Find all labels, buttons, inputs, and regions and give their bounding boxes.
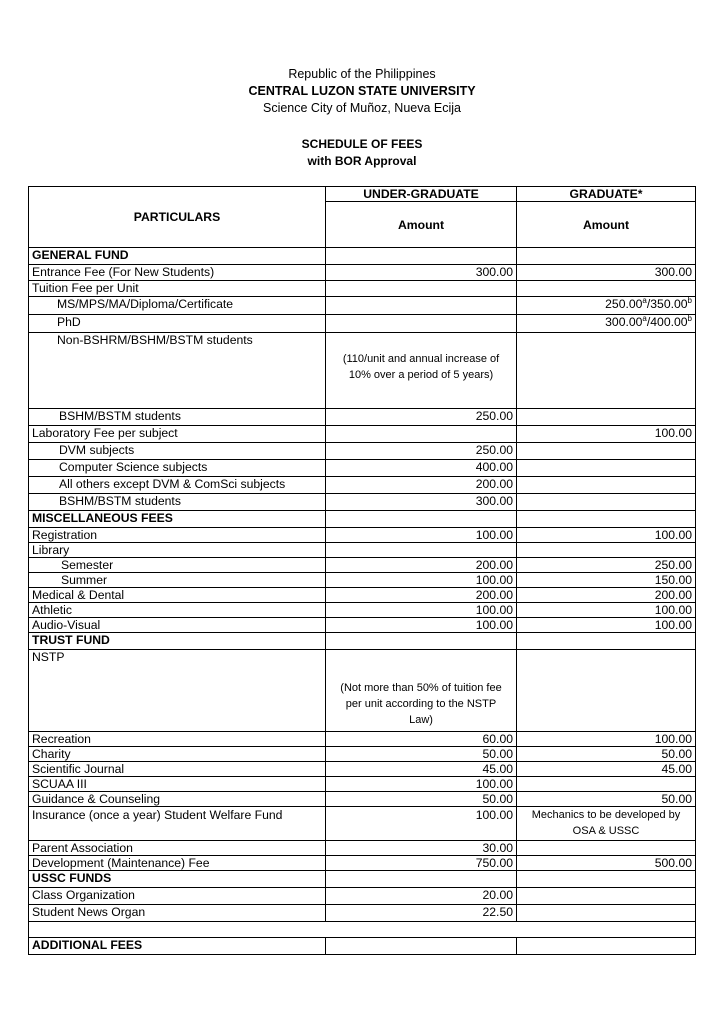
- section-row: [29, 633, 696, 650]
- undergrad-amount: 300.00: [326, 265, 517, 281]
- row-label: Insurance (once a year) Student Welfare Fund: [29, 807, 326, 841]
- undergrad-amount: 200.00: [326, 477, 517, 494]
- graduate-amount-header: Amount: [517, 202, 696, 248]
- table-row: [29, 618, 696, 633]
- row-label: Guidance & Counseling: [29, 792, 326, 807]
- undergrad-amount: 100.00: [326, 618, 517, 633]
- section-trust-fund: TRUST FUND: [29, 633, 326, 650]
- row-label: MS/MPS/MA/Diploma/Certificate: [29, 297, 326, 315]
- particulars-header: PARTICULARS: [29, 187, 326, 248]
- undergrad-note: (Not more than 50% of tuition fee per unit according to the NSTP Law): [326, 650, 517, 732]
- graduate-amount: 45.00: [517, 762, 696, 777]
- undergrad-amount: 750.00: [326, 856, 517, 871]
- row-label: Summer: [29, 573, 326, 588]
- table-row: [29, 792, 696, 807]
- table-row: [29, 281, 696, 297]
- row-label: Medical & Dental: [29, 588, 326, 603]
- table-row: [29, 558, 696, 573]
- undergrad-amount: 50.00: [326, 792, 517, 807]
- table-row: [29, 477, 696, 494]
- table-row: [29, 265, 696, 281]
- section-row: [29, 938, 696, 955]
- table-row: [29, 807, 696, 841]
- undergrad-amount: 100.00: [326, 573, 517, 588]
- row-label: Laboratory Fee per subject: [29, 426, 326, 443]
- graduate-amount: 50.00: [517, 792, 696, 807]
- table-row: [29, 409, 696, 426]
- table-row: [29, 443, 696, 460]
- row-label: Student News Organ: [29, 905, 326, 922]
- section-row: [29, 871, 696, 888]
- section-misc-fees: MISCELLANEOUS FEES: [29, 511, 326, 528]
- fees-table: [28, 186, 696, 955]
- section-row: [29, 248, 696, 265]
- graduate-amount: 300.00: [517, 265, 696, 281]
- section-ussc-funds: USSC FUNDS: [29, 871, 326, 888]
- document-header: [0, 66, 724, 117]
- graduate-header: GRADUATE*: [517, 187, 696, 202]
- table-row: [29, 588, 696, 603]
- schedule-subtitle: with BOR Approval: [307, 154, 417, 168]
- graduate-amount: 250.00$^a$/350.00$^b$: [517, 297, 696, 315]
- undergrad-note: (110/unit and annual increase of 10% over a period of 5 years): [326, 333, 517, 409]
- row-label: PhD: [29, 315, 326, 333]
- row-label: Tuition Fee per Unit: [29, 281, 326, 297]
- undergrad-amount: 100.00: [326, 603, 517, 618]
- country-line: Republic of the Philippines: [288, 67, 436, 81]
- table-row: [29, 856, 696, 871]
- section-additional-fees: ADDITIONAL FEES: [29, 938, 326, 955]
- schedule-title-block: [0, 136, 724, 170]
- table-row: [29, 333, 696, 409]
- table-row: [29, 460, 696, 477]
- row-label: Non-BSHRM/BSHM/BSTM students: [29, 333, 326, 409]
- row-label: Athletic: [29, 603, 326, 618]
- row-label: Entrance Fee (For New Students): [29, 265, 326, 281]
- undergrad-amount: 22.50: [326, 905, 517, 922]
- row-label: Development (Maintenance) Fee: [29, 856, 326, 871]
- section-row: [29, 511, 696, 528]
- graduate-amount: 100.00: [517, 603, 696, 618]
- row-label: Charity: [29, 747, 326, 762]
- row-label: NSTP: [29, 650, 326, 732]
- graduate-amount: 250.00: [517, 558, 696, 573]
- undergrad-header: UNDER-GRADUATE: [326, 187, 517, 202]
- undergrad-amount: 50.00: [326, 747, 517, 762]
- table-row: [29, 315, 696, 333]
- graduate-amount: 100.00: [517, 426, 696, 443]
- graduate-amount: 150.00: [517, 573, 696, 588]
- undergrad-amount: 45.00: [326, 762, 517, 777]
- row-label: Library: [29, 543, 326, 558]
- undergrad-amount: 300.00: [326, 494, 517, 511]
- row-label: Scientific Journal: [29, 762, 326, 777]
- undergrad-amount: 100.00: [326, 528, 517, 543]
- schedule-title: SCHEDULE OF FEES: [301, 137, 423, 151]
- undergrad-amount: 100.00: [326, 807, 517, 841]
- university-name: CENTRAL LUZON STATE UNIVERSITY: [248, 84, 476, 98]
- undergrad-amount: 30.00: [326, 841, 517, 856]
- undergrad-amount: 20.00: [326, 888, 517, 905]
- undergrad-amount: 250.00: [326, 443, 517, 460]
- undergrad-amount: 200.00: [326, 558, 517, 573]
- table-row: [29, 528, 696, 543]
- row-label: Recreation: [29, 732, 326, 747]
- table-row: [29, 603, 696, 618]
- row-label: Computer Science subjects: [29, 460, 326, 477]
- undergrad-amount: 400.00: [326, 460, 517, 477]
- row-label: BSHM/BSTM students: [29, 494, 326, 511]
- row-label: Semester: [29, 558, 326, 573]
- row-label: Parent Association: [29, 841, 326, 856]
- table-row: [29, 573, 696, 588]
- table-row: [29, 297, 696, 315]
- table-row: [29, 747, 696, 762]
- graduate-amount: 500.00: [517, 856, 696, 871]
- table-row: [29, 888, 696, 905]
- table-row: [29, 426, 696, 443]
- table-row: [29, 732, 696, 747]
- graduate-amount: 300.00$^a$/400.00$^b$: [517, 315, 696, 333]
- row-label: All others except DVM & ComSci subjects: [29, 477, 326, 494]
- undergrad-amount: 100.00: [326, 777, 517, 792]
- section-general-fund: GENERAL FUND: [29, 248, 326, 265]
- graduate-note: Mechanics to be developed by OSA & USSC: [517, 807, 696, 841]
- undergrad-amount: 200.00: [326, 588, 517, 603]
- table-row: [29, 777, 696, 792]
- empty-row: [29, 922, 696, 938]
- graduate-amount: 100.00: [517, 618, 696, 633]
- row-label: Registration: [29, 528, 326, 543]
- table-row: [29, 494, 696, 511]
- undergrad-amount: 60.00: [326, 732, 517, 747]
- graduate-amount: 100.00: [517, 528, 696, 543]
- row-label: Audio-Visual: [29, 618, 326, 633]
- graduate-amount: 50.00: [517, 747, 696, 762]
- row-label: BSHM/BSTM students: [29, 409, 326, 426]
- table-row: [29, 905, 696, 922]
- row-label: DVM subjects: [29, 443, 326, 460]
- table-row: [29, 841, 696, 856]
- undergrad-amount-header: Amount: [326, 202, 517, 248]
- row-label: SCUAA III: [29, 777, 326, 792]
- row-label: Class Organization: [29, 888, 326, 905]
- table-header-row: [29, 187, 696, 202]
- undergrad-amount: 250.00: [326, 409, 517, 426]
- table-row: [29, 762, 696, 777]
- graduate-amount: 100.00: [517, 732, 696, 747]
- graduate-amount: 200.00: [517, 588, 696, 603]
- university-address: Science City of Muñoz, Nueva Ecija: [262, 101, 461, 115]
- table-row: [29, 650, 696, 732]
- table-row: [29, 543, 696, 558]
